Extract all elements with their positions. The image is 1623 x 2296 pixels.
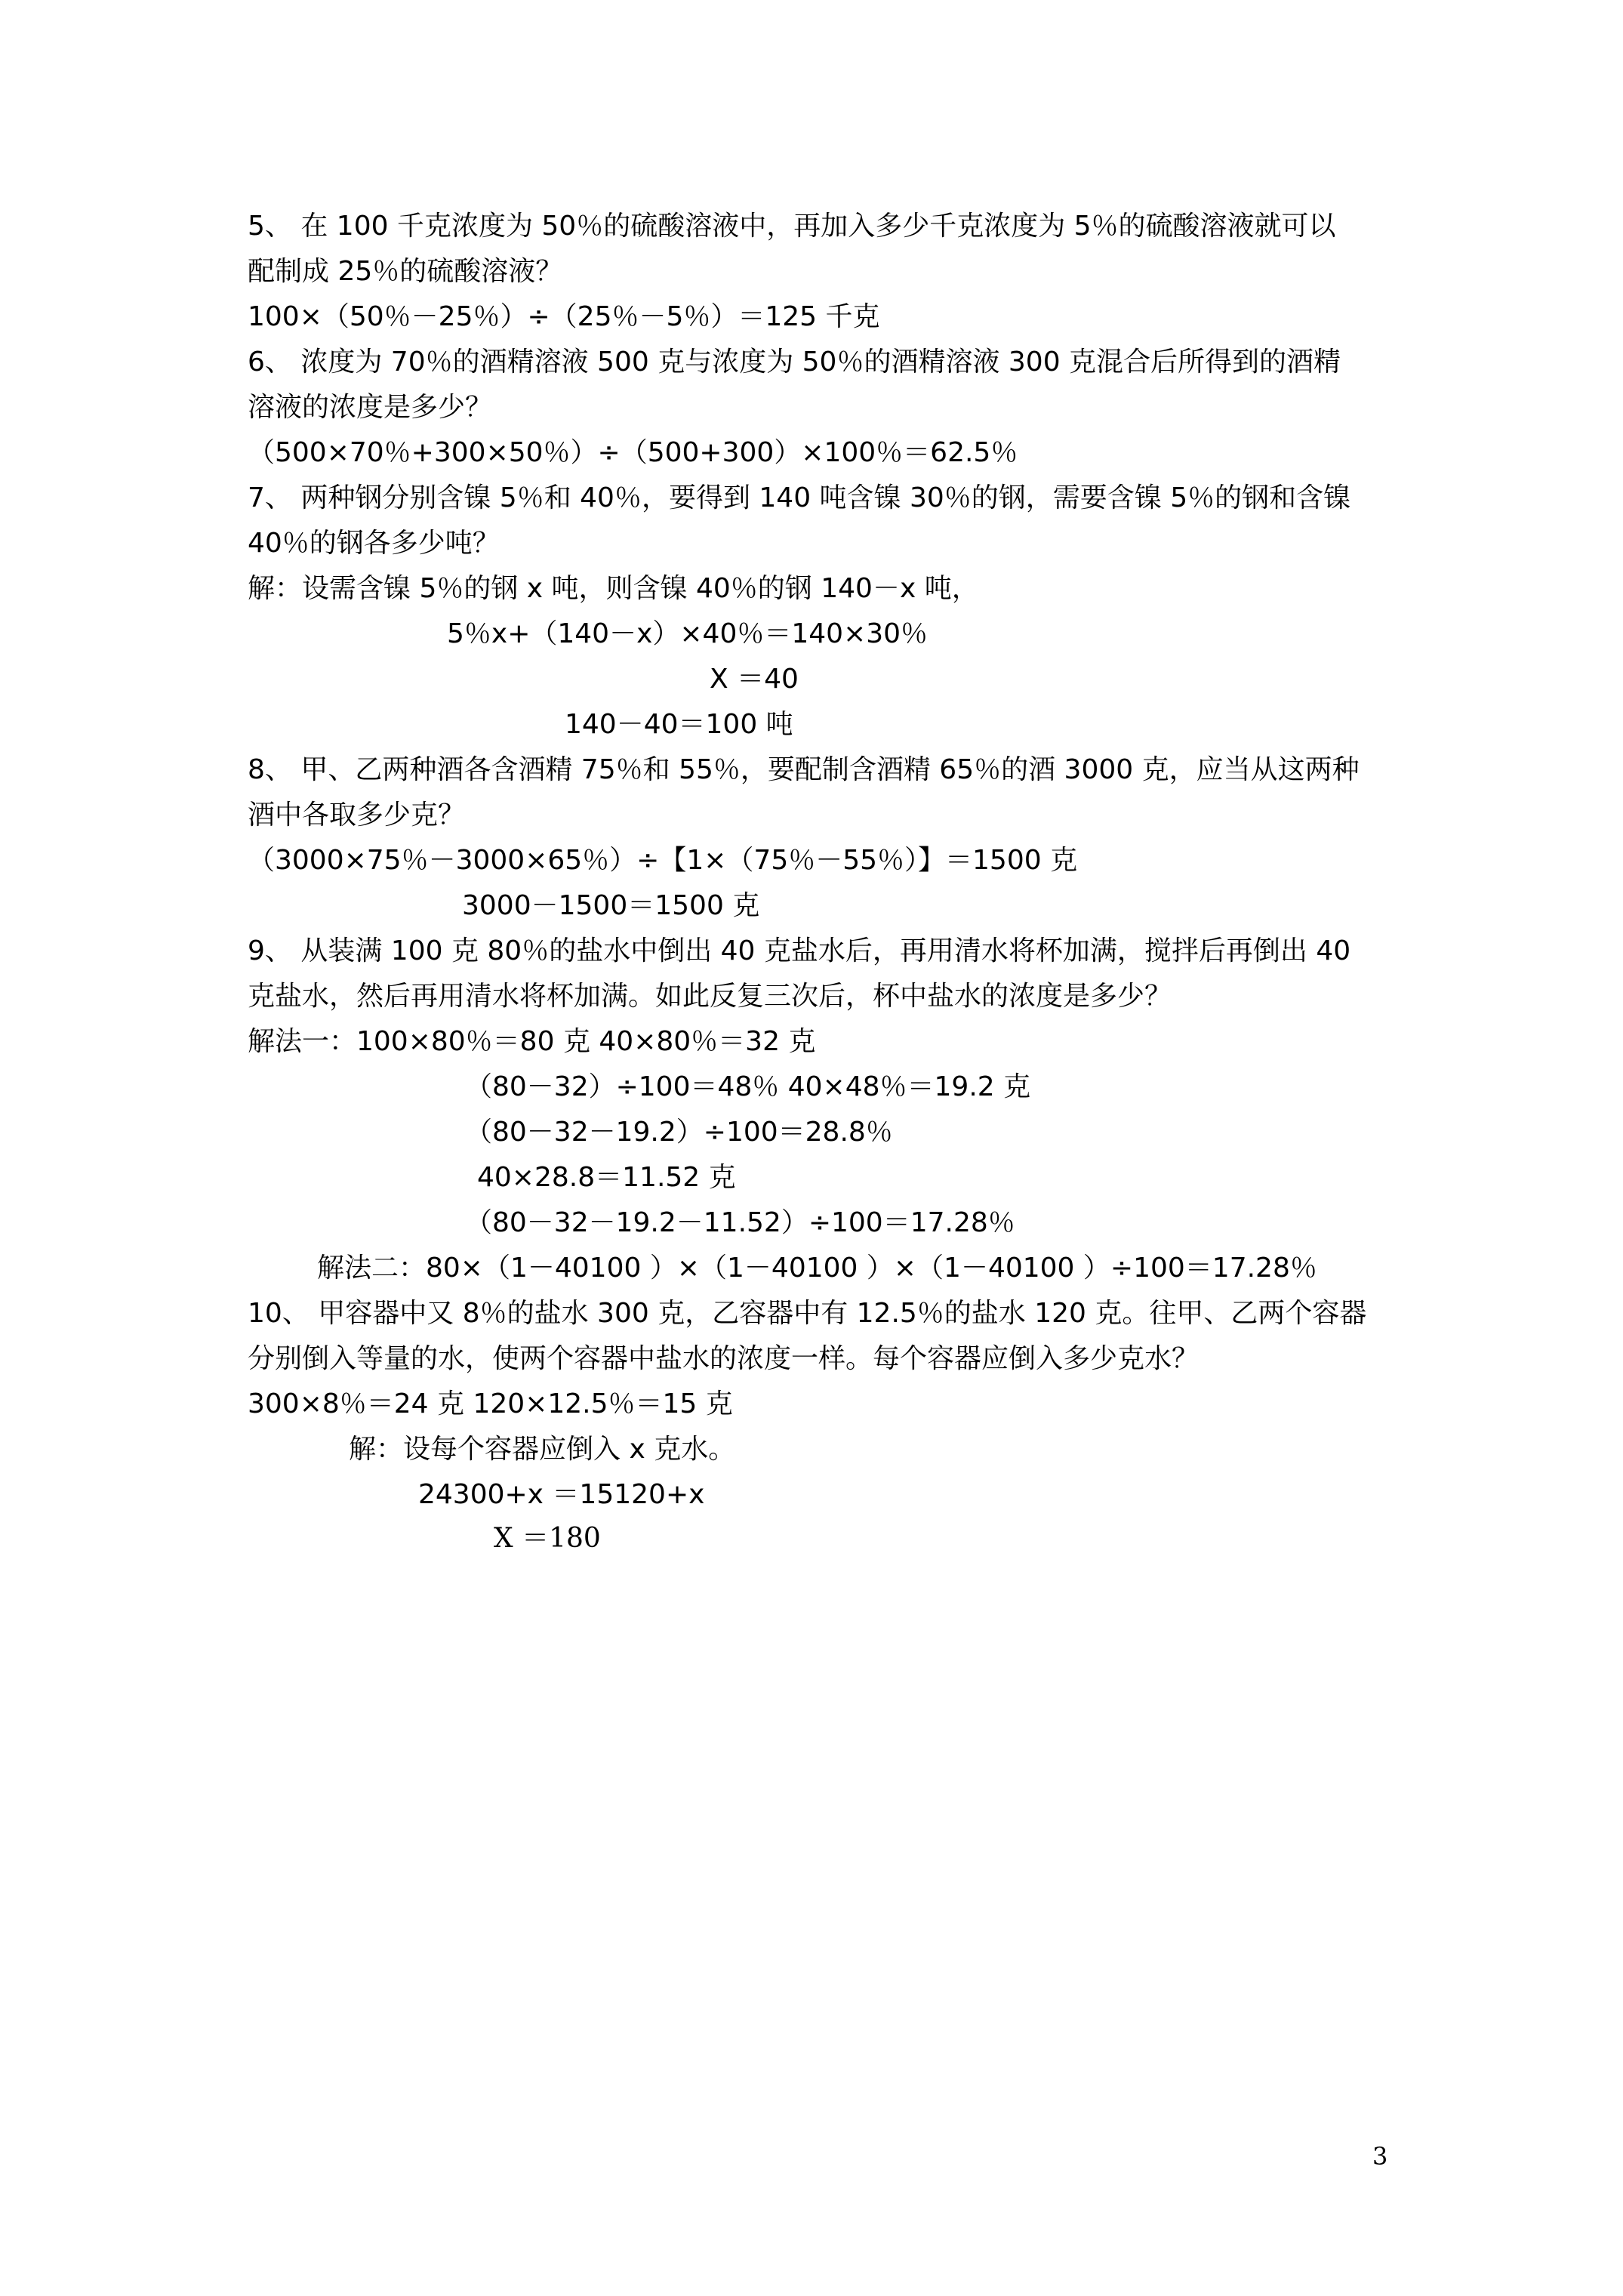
problem-9-solution-line-4: 40×28.8＝11.52 克 <box>477 1162 736 1193</box>
problem-7-solution-line-3: X ＝40 <box>710 664 799 695</box>
problem-10-solution-line-4: X ＝180 <box>494 1523 601 1554</box>
problem-6-text-line-2: 溶液的浓度是多少？ <box>248 392 493 423</box>
problem-9-solution-line-6: 解法二：80×（1－40100 ）×（1－40100 ）×（1－40100 ）÷100＝17.28％ <box>317 1253 1317 1284</box>
problem-9-solution-line-5: （80－32－19.2－11.52）÷100＝17.28％ <box>465 1207 1015 1238</box>
problem-10-solution-line-2: 解：设每个容器应倒入 x 克水。 <box>349 1434 736 1465</box>
problem-9-solution-line-2: （80－32）÷100＝48％ 40×48％＝19.2 克 <box>465 1071 1031 1102</box>
page-number: 3 <box>1372 2142 1388 2171</box>
problem-10-solution-line-1: 300×8％＝24 克 120×12.5％＝15 克 <box>248 1388 733 1419</box>
problem-9-solution-line-1: 解法一：100×80％＝80 克 40×80％＝32 克 <box>248 1026 816 1057</box>
problem-5-text-line-1: 5、 在 100 千克浓度为 50％的硫酸溶液中，再加入多少千克浓度为 5％的硫酸溶液就可以 <box>248 211 1336 242</box>
problem-10-text-line-1: 10、 甲容器中又 8％的盐水 300 克，乙容器中有 12.5％的盐水 120 克。往甲、乙两个容器 <box>248 1298 1367 1329</box>
problem-6-solution-line-1: （500×70％+300×50％）÷（500+300）×100％＝62.5％ <box>248 437 1018 468</box>
problem-9-solution-line-3: （80－32－19.2）÷100＝28.8％ <box>465 1117 893 1148</box>
problem-7-solution-line-4: 140－40＝100 吨 <box>565 709 793 740</box>
problem-7-text-line-2: 40％的钢各多少吨？ <box>248 528 500 559</box>
problem-8-text-line-1: 8、 甲、乙两种酒各含酒精 75％和 55％，要配制含酒精 65％的酒 3000 克，应当从这两种 <box>248 754 1360 785</box>
problem-9-text-line-2: 克盐水，然后再用清水将杯加满。如此反复三次后，杯中盐水的浓度是多少？ <box>248 981 1172 1012</box>
problem-7-text-line-1: 7、 两种钢分别含镍 5％和 40％，要得到 140 吨含镍 30％的钢，需要含镍 5％的钢和含镍 <box>248 482 1351 513</box>
problem-10-text-line-2: 分别倒入等量的水，使两个容器中盐水的浓度一样。每个容器应倒入多少克水？ <box>248 1343 1200 1374</box>
problem-7-solution-line-2: 5％x+（140－x）×40％＝140×30％ <box>447 618 929 649</box>
problem-5-text-line-2: 配制成 25％的硫酸溶液？ <box>248 256 563 287</box>
problem-5-solution-line-1: 100×（50％－25％）÷（25％－5％）＝125 千克 <box>248 301 880 332</box>
problem-8-solution-line-1: （3000×75％－3000×65％）÷【1×（75％－55％）】＝1500 克 <box>248 845 1078 876</box>
problem-8-text-line-2: 酒中各取多少克？ <box>248 800 466 831</box>
problem-8-solution-line-2: 3000－1500＝1500 克 <box>462 890 760 921</box>
problem-7-solution-line-1: 解：设需含镍 5％的钢 x 吨，则含镍 40％的钢 140－x 吨， <box>248 573 979 604</box>
problem-10-solution-line-3: 24300+x ＝15120+x <box>418 1479 705 1510</box>
problem-9-text-line-1: 9、 从装满 100 克 80％的盐水中倒出 40 克盐水后，再用清水将杯加满，搅拌后再倒出 40 <box>248 935 1351 966</box>
problem-6-text-line-1: 6、 浓度为 70％的酒精溶液 500 克与浓度为 50％的酒精溶液 300 克混合后所得到的酒精 <box>248 347 1341 378</box>
